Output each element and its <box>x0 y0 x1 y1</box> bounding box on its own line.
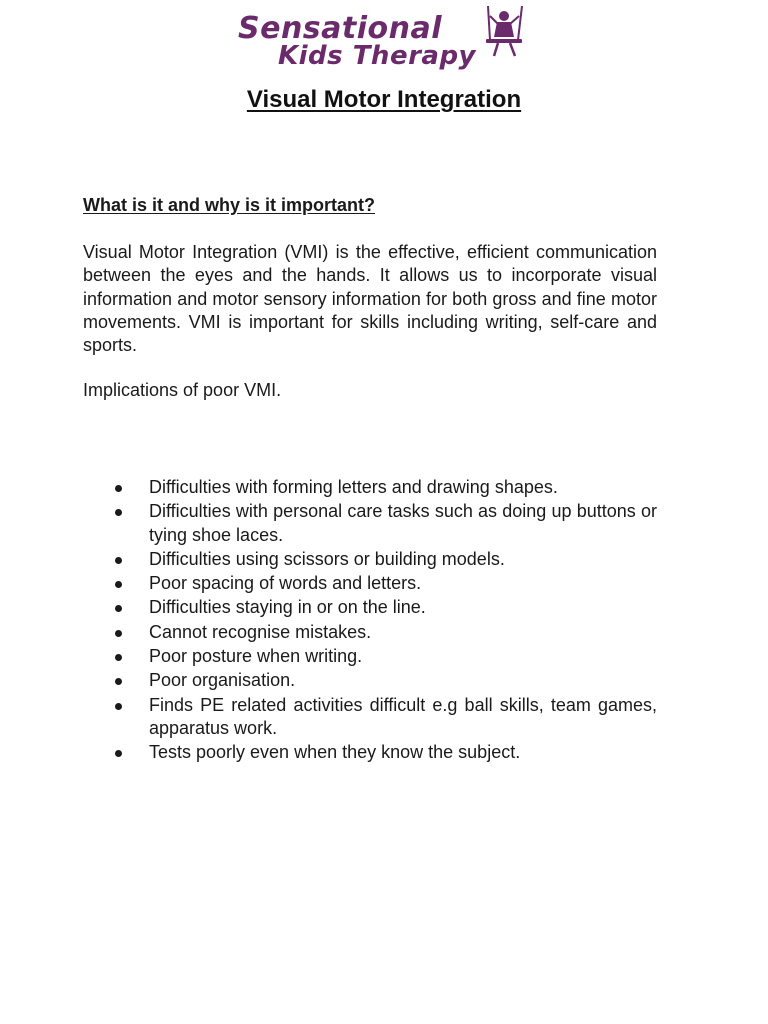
bullet-icon <box>115 678 122 685</box>
list-item <box>83 621 657 644</box>
bullet-icon <box>115 581 122 588</box>
list-item <box>83 741 657 764</box>
logo-line-1: Sensational <box>238 11 443 46</box>
list-item-text: Cannot recognise mistakes. <box>149 621 372 642</box>
list-item-text: Difficulties with forming letters and drawing shapes. <box>149 477 558 497</box>
page-title: Visual Motor Integration <box>246 86 522 113</box>
bullet-icon <box>115 485 122 492</box>
sensational-kids-therapy-logo <box>236 6 528 74</box>
list-item-text: Poor organisation. <box>149 670 296 691</box>
bullet-icon <box>115 750 122 757</box>
logo-line-2: Kids Therapy <box>278 41 477 71</box>
list-item <box>83 645 657 668</box>
section-heading: What is it and why is it important? <box>83 195 376 215</box>
list-item <box>83 669 657 692</box>
list-item-text: Poor spacing of words and letters. <box>149 573 422 594</box>
list-item-text: Poor posture when writing. <box>149 646 363 667</box>
list-item-text: Difficulties with personal care tasks such as doing up buttons or tying shoe laces. <box>149 501 657 545</box>
list-item <box>83 476 657 499</box>
list-item <box>83 596 657 619</box>
child-on-swing-icon <box>486 6 522 56</box>
intro-paragraph: Visual Motor Integration (VMI) is the effective, efficient communication between the eyes and the hands. It allows us to incorporate visual information and motor sensory information for both gross and fine motor movements. VMI is important for skills including writing, self-care and sports. <box>83 242 657 356</box>
list-item-text: Finds PE related activities difficult e.g ball skills, team games, apparatus work. <box>149 694 657 738</box>
bullet-icon <box>115 630 122 637</box>
list-item-text: Difficulties using scissors or building models. <box>149 548 505 569</box>
bullet-icon <box>115 654 122 661</box>
implications-list <box>83 476 657 766</box>
list-item <box>83 548 657 571</box>
bullet-icon <box>115 557 122 564</box>
list-item-text: Difficulties staying in or on the line. <box>149 597 426 618</box>
implications-heading: Implications of poor VMI. <box>83 380 282 400</box>
bullet-icon <box>115 509 122 516</box>
list-item <box>83 500 657 547</box>
list-item-text: Tests poorly even when they know the subject. <box>149 742 521 763</box>
bullet-icon <box>115 605 122 612</box>
list-item <box>83 694 657 741</box>
bullet-icon <box>115 703 122 710</box>
list-item <box>83 572 657 595</box>
